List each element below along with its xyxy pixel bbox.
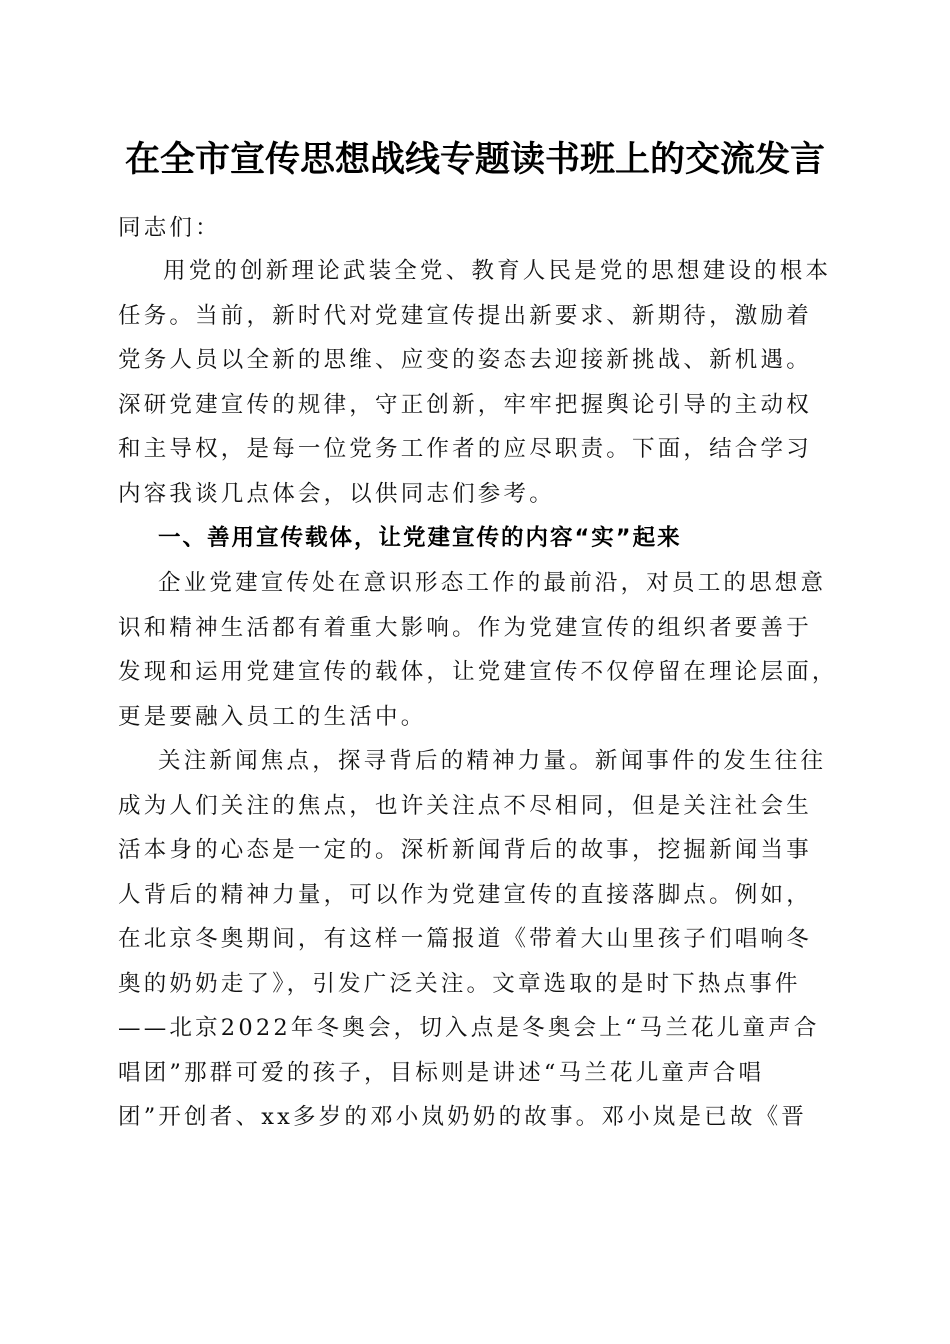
paragraph-line: 党务人员以全新的思维、应变的姿态去迎接新挑战、新机遇。	[118, 347, 812, 373]
paragraph-line: 活本身的心态是一定的。深析新闻背后的故事，挖掘新闻当事	[118, 837, 812, 863]
paragraph-line: 识和精神生活都有着重大影响。作为党建宣传的组织者要善于	[118, 614, 812, 641]
document-title: 在全市宣传思想战线专题读书班上的交流发言	[124, 139, 825, 180]
paragraph-line: 企业党建宣传处在意识形态工作的最前沿，对员工的思想意	[158, 570, 827, 596]
section-heading-text: 一、善用宣传载体，让党建宣传的内容“实”起来	[158, 525, 682, 551]
paragraph-line: 人背后的精神力量，可以作为党建宣传的直接落脚点。例如，	[118, 881, 812, 908]
section-heading-1	[118, 516, 834, 561]
paragraph-3	[118, 739, 834, 1140]
paragraph-line: 深研党建宣传的规律，守正创新，牢牢把握舆论引导的主动权	[118, 391, 812, 418]
paragraph-line: 唱团”那群可爱的孩子，目标则是讲述“马兰花儿童声合唱	[118, 1059, 765, 1086]
paragraph-line: 关注新闻焦点，探寻背后的精神力量。新闻事件的发生往往	[158, 748, 827, 774]
paragraph-line: 奥的奶奶走了》，引发广泛关注。文章选取的是时下热点事件	[118, 970, 801, 997]
paragraph-line: 用党的创新理论武装全党、教育人民是党的思想建设的根本	[163, 258, 832, 284]
paragraph-line: 任务。当前，新时代对党建宣传提出新要求、新期待，激励着	[118, 302, 812, 329]
paragraph-line: 和主导权，是每一位党务工作者的应尽职责。下面，结合学习	[118, 436, 812, 462]
paragraph-line: 团”开创者、xx多岁的邓小岚奶奶的故事。邓小岚是已故《晋	[118, 1104, 807, 1130]
paragraph-line: ——北京2022年冬奥会，切入点是冬奥会上“马兰花儿童声合	[118, 1015, 820, 1041]
paragraph-line: 在北京冬奥期间，有这样一篇报道《带着大山里孩子们唱响冬	[118, 926, 812, 952]
paragraph-line: 内容我谈几点体会，以供同志们参考。	[118, 480, 555, 507]
paragraph-1	[118, 249, 834, 516]
paragraph-line: 发现和运用党建宣传的载体，让党建宣传不仅停留在理论层面，	[118, 659, 838, 685]
salutation: 同志们：	[118, 215, 221, 241]
paragraph-line: 更是要融入员工的生活中。	[118, 703, 427, 730]
paragraph-line: 成为人们关注的焦点，也许关注点不尽相同，但是关注社会生	[118, 792, 812, 819]
paragraph-2	[118, 561, 838, 739]
